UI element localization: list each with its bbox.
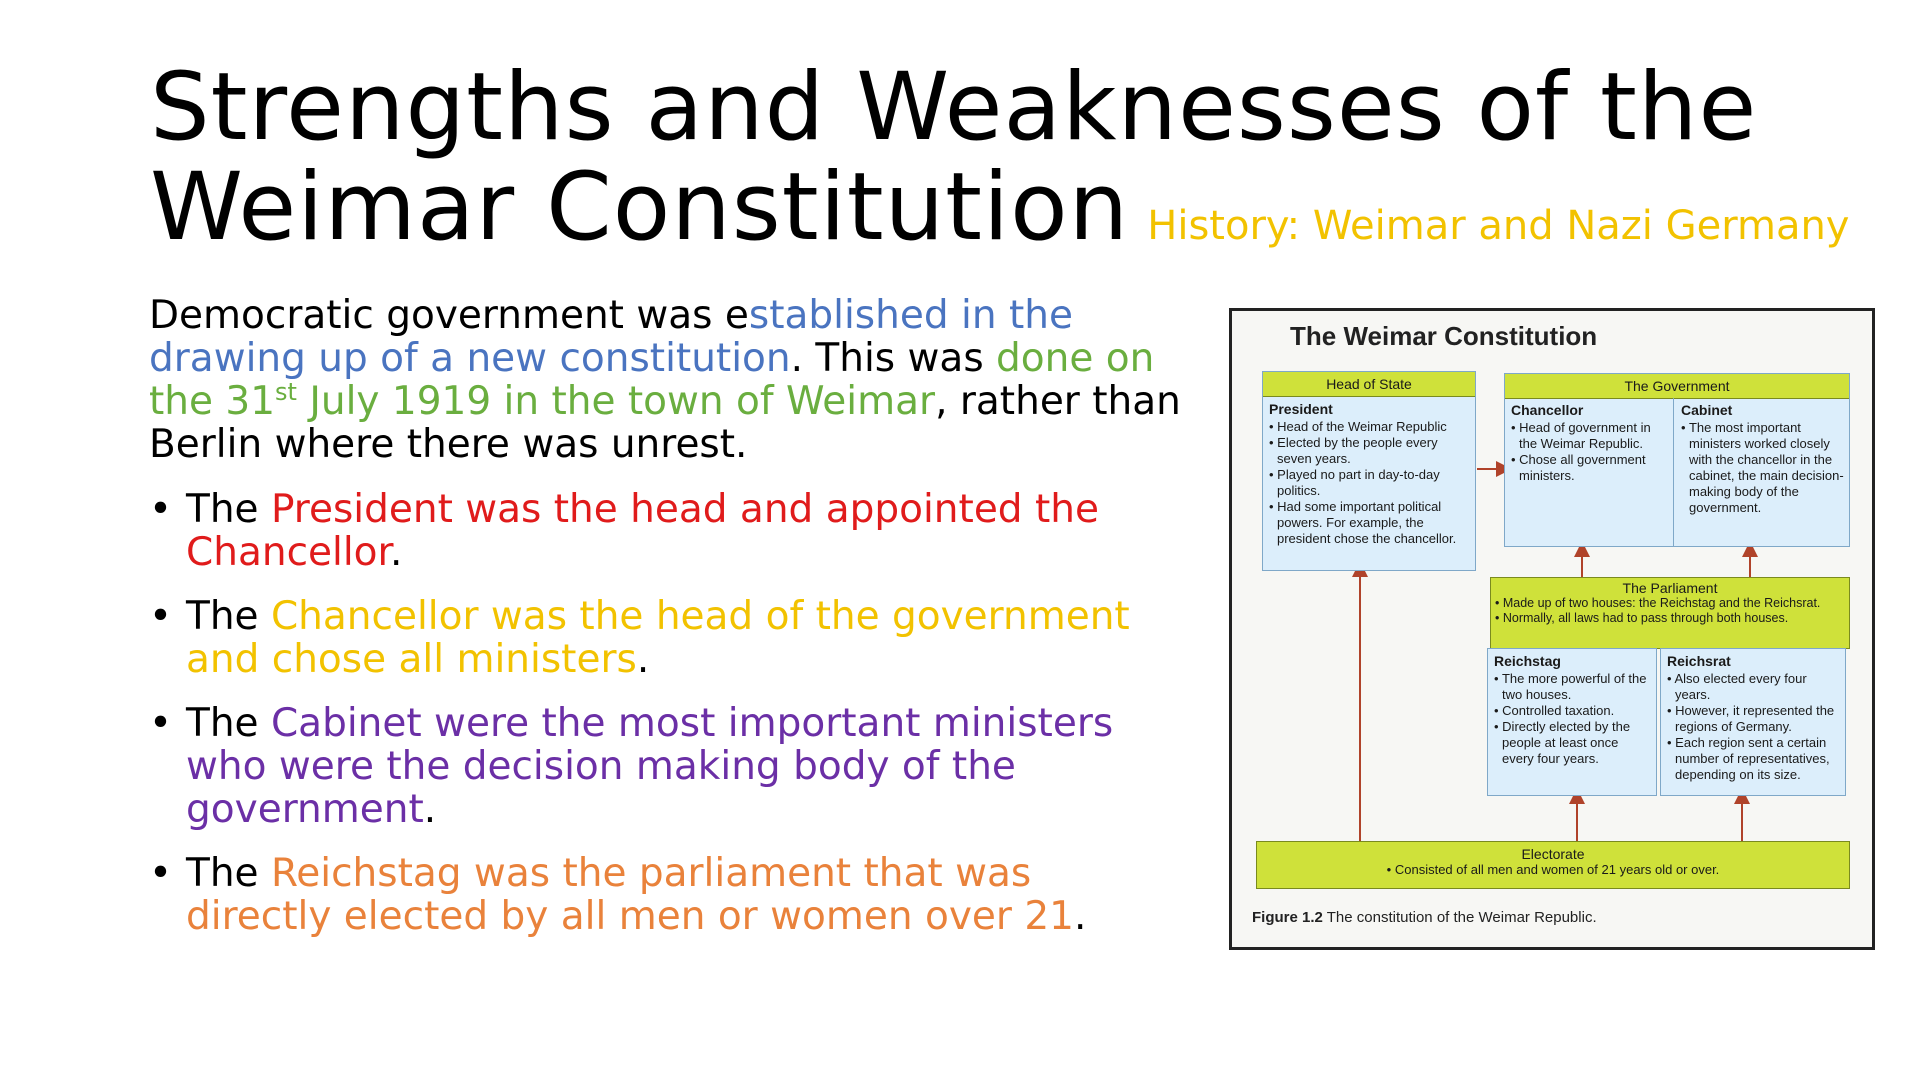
constitution-figure (1229, 308, 1875, 950)
list-item: • Directly elected by the people at least once every four years. (1494, 719, 1652, 767)
bullet-lead: The (186, 487, 271, 532)
chancellor-label: Chancellor (1511, 402, 1584, 418)
list-item: • The more powerful of the two houses. (1494, 671, 1652, 703)
bullet-lead: The (186, 594, 271, 639)
list-item: • The most important ministers worked closely with the chancellor in the cabinet, the main decision-making body of the government. (1681, 420, 1845, 516)
list-item: • Head of the Weimar Republic (1269, 419, 1471, 435)
list-item: • Each region sent a certain number of representatives, depending on its size. (1667, 735, 1841, 783)
bullet-tail: . (423, 787, 437, 832)
bullet-dot: • (149, 487, 173, 532)
head-of-state-box (1262, 371, 1476, 571)
slide-body (149, 294, 1189, 959)
intro-date-sup: st (275, 378, 297, 406)
bullet-colored-text: President was the head and appointed the Chancellor (186, 487, 1099, 575)
list-item: • Normally, all laws had to pass through both houses. (1495, 611, 1789, 625)
figure-caption (1252, 909, 1597, 926)
bullet-dot: • (149, 851, 173, 896)
intro-place-text: July 1919 in the town of Weimar (296, 379, 936, 424)
cabinet-list (1675, 420, 1849, 516)
parliament-item-text: Made up of two houses: the Reichstag and the Reichsrat. (1502, 596, 1821, 610)
bullet-list (149, 488, 1189, 938)
cabinet-label: Cabinet (1681, 402, 1733, 418)
list-item: • Head of government in the Weimar Republic. (1511, 420, 1669, 452)
bullet-tail: . (636, 637, 650, 682)
bullet-lead: The (186, 701, 271, 746)
reichsrat-list (1661, 671, 1845, 783)
list-item: • Had some important political powers. For example, the president chose the chancellor. (1269, 499, 1471, 547)
reichsrat-box (1660, 648, 1846, 796)
bullet-item-president (149, 488, 1189, 574)
reichstag-box (1487, 648, 1657, 796)
list-item: • Chose all government ministers. (1511, 452, 1669, 484)
figure-caption-label: Figure 1.2 (1252, 909, 1323, 926)
parliament-item-text: Normally, all laws had to pass through both houses. (1502, 611, 1789, 625)
figure-title: The Weimar Constitution (1290, 321, 1598, 351)
bullet-item-cabinet (149, 702, 1189, 831)
bullet-colored-text: Chancellor was the head of the government and chose all ministers (186, 594, 1130, 682)
chancellor-list (1505, 420, 1673, 484)
slide-subtitle: History: Weimar and Nazi Germany (1147, 203, 1850, 249)
reichstag-label: Reichstag (1494, 653, 1561, 669)
intro-paragraph (149, 294, 1189, 466)
chancellor-column (1505, 398, 1674, 546)
bullet-colored-text: Reichstag was the parliament that was directly elected by all men or women over 21 (186, 851, 1074, 939)
bullet-item-reichstag (149, 852, 1189, 938)
electorate-header: Electorate (1521, 846, 1585, 862)
intro-text-1: Democratic government was e (149, 293, 749, 338)
list-item: • Played no part in day-to-day politics. (1269, 467, 1471, 499)
intro-text-3: , rather than Berlin where there was unrest. (149, 379, 1181, 467)
list-item: • Also elected every four years. (1667, 671, 1841, 703)
intro-date-text: done on the 31 (149, 336, 1155, 424)
electorate-item-text: Consisted of all men and women of 21 years old or over. (1394, 862, 1720, 877)
bullet-tail: . (1073, 894, 1087, 939)
electorate-box (1256, 841, 1850, 889)
slide-title (150, 53, 1850, 276)
cabinet-column (1675, 398, 1849, 546)
parliament-header: The Parliament (1622, 580, 1718, 596)
electorate-item: • Consisted of all men and women of 21 years old or over. (1386, 862, 1720, 877)
bullet-tail: . (390, 530, 403, 575)
list-item: • Made up of two houses: the Reichstag and the Reichsrat. (1495, 596, 1821, 610)
parliament-items (1491, 596, 1849, 626)
parliament-header-box (1490, 577, 1850, 649)
reichsrat-label: Reichsrat (1667, 653, 1731, 669)
government-header: The Government (1505, 374, 1849, 399)
head-of-state-header: Head of State (1263, 372, 1475, 397)
president-list (1263, 419, 1475, 547)
bullet-colored-text: Cabinet were the most important ministers who were the decision making body of the government (186, 701, 1114, 832)
figure-caption-text: The constitution of the Weimar Republic. (1322, 909, 1597, 926)
intro-text-blue: stablished in the drawing up of a new constitution (149, 293, 1073, 381)
list-item: • However, it represented the regions of Germany. (1667, 703, 1841, 735)
intro-text-2: . This was (790, 336, 997, 381)
list-item: • Elected by the people every seven years. (1269, 435, 1471, 467)
reichstag-list (1488, 671, 1656, 767)
title-line-2: Weimar Constitution (150, 153, 1130, 262)
bullet-item-chancellor (149, 595, 1189, 681)
list-item: • Controlled taxation. (1494, 703, 1652, 719)
government-box (1504, 373, 1850, 547)
president-label: President (1269, 401, 1333, 417)
bullet-dot: • (149, 594, 173, 639)
title-line-1: Strengths and Weaknesses of the (150, 53, 1758, 162)
bullet-lead: The (186, 851, 271, 896)
bullet-dot: • (149, 701, 173, 746)
